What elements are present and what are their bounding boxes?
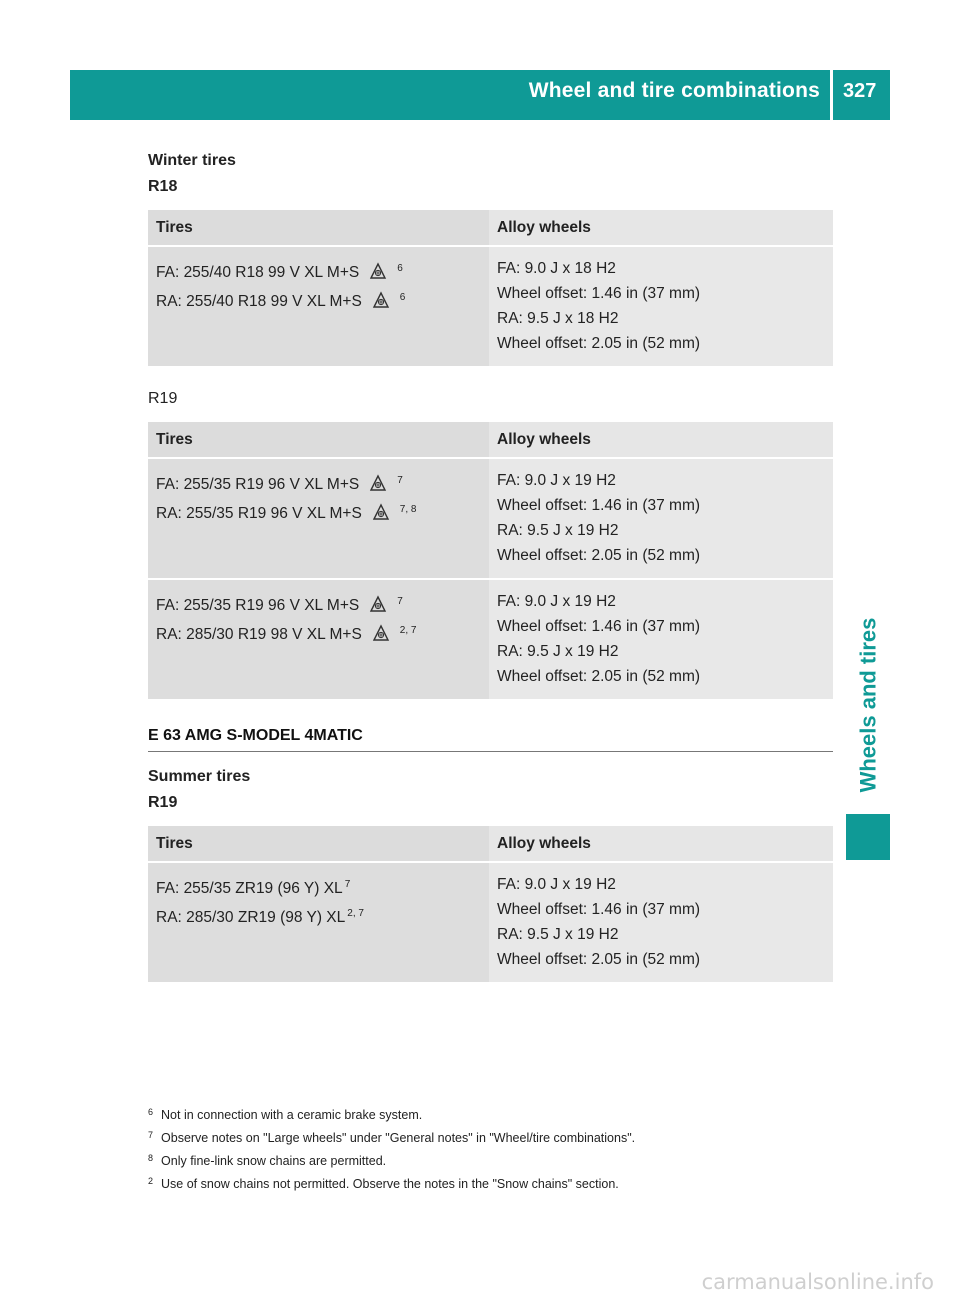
wheel-line: FA: 9.0 J x 19 H2 — [497, 876, 616, 893]
snowflake-mountain-icon — [369, 262, 387, 280]
footnote-ref: 2, 7 — [399, 625, 417, 636]
table-row — [148, 246, 833, 366]
wheel-line: FA: 9.0 J x 18 H2 — [497, 260, 616, 277]
wheel-line: Wheel offset: 1.46 in (37 mm) — [497, 618, 701, 635]
table-row — [148, 579, 833, 699]
tires-cell — [148, 246, 489, 366]
footnote-ref: 6 — [399, 292, 406, 303]
side-tab-label: Wheels and tires — [855, 617, 880, 793]
wheel-line: Wheel offset: 2.05 in (52 mm) — [497, 335, 701, 352]
tires-cell — [148, 458, 489, 579]
wheel-line: Wheel offset: 1.46 in (37 mm) — [497, 285, 701, 302]
column-header-alloy-wheels: Alloy wheels — [489, 826, 833, 862]
header-divider — [830, 70, 833, 120]
page-content — [148, 150, 833, 982]
footnote-number: 7 — [148, 1130, 154, 1140]
r19-heading: R19 — [148, 390, 178, 407]
footnote-ref: 6 — [397, 263, 403, 274]
footnote-text: Use of snow chains not permitted. Observe the notes in the "Snow chains" section. — [161, 1177, 619, 1191]
tire-spec: FA: 255/40 R18 99 V XL M+S — [156, 264, 360, 281]
tires-cell — [148, 579, 489, 699]
footnote — [148, 1125, 838, 1148]
tire-line — [156, 256, 481, 285]
summer-r19-table — [148, 826, 833, 982]
tire-spec: FA: 255/35 ZR19 (96 Y) XL — [156, 880, 343, 897]
r18-heading: R18 — [148, 178, 178, 195]
tire-spec: FA: 255/35 R19 96 V XL M+S — [156, 597, 360, 614]
tire-line — [156, 589, 481, 618]
column-header-alloy-wheels: Alloy wheels — [489, 422, 833, 458]
tire-line — [156, 618, 481, 647]
footnote-number: 2 — [148, 1176, 154, 1186]
winter-tires-heading: Winter tires — [148, 152, 236, 169]
footnotes — [148, 1102, 838, 1194]
footnote-ref: 7 — [397, 596, 403, 607]
wheel-line: Wheel offset: 2.05 in (52 mm) — [497, 547, 701, 564]
chapter-title: Wheel and tire combinations — [528, 79, 820, 102]
snowflake-mountain-icon — [369, 474, 387, 492]
column-header-alloy-wheels: Alloy wheels — [489, 210, 833, 246]
footnote — [148, 1171, 838, 1194]
wheel-line: FA: 9.0 J x 19 H2 — [497, 472, 616, 489]
watermark: carmanualsonline.info — [701, 1270, 934, 1294]
summer-tires-heading: Summer tires — [148, 768, 251, 785]
tires-cell — [148, 862, 489, 982]
column-header-tires: Tires — [148, 826, 489, 862]
alloy-wheels-cell — [489, 579, 833, 699]
snowflake-mountain-icon — [369, 595, 387, 613]
wheel-line: Wheel offset: 2.05 in (52 mm) — [497, 951, 701, 968]
tire-spec: RA: 285/30 ZR19 (98 Y) XL — [156, 909, 346, 926]
tire-line — [156, 872, 481, 901]
footnote — [148, 1148, 838, 1171]
column-header-tires: Tires — [148, 422, 489, 458]
footnote-text: Only fine-link snow chains are permitted. — [161, 1154, 387, 1168]
alloy-wheels-cell — [489, 246, 833, 366]
table-row — [148, 458, 833, 579]
footnote-ref: 2, 7 — [347, 908, 364, 919]
model-section-title: E 63 AMG S-MODEL 4MATIC — [148, 725, 833, 752]
winter-r18-table — [148, 210, 833, 366]
page-number: 327 — [843, 80, 877, 102]
tire-line — [156, 285, 481, 314]
winter-r19-table — [148, 422, 833, 699]
tire-spec: RA: 255/40 R18 99 V XL M+S — [156, 293, 362, 310]
snowflake-mountain-icon — [372, 291, 390, 309]
wheel-line: Wheel offset: 2.05 in (52 mm) — [497, 668, 701, 685]
table-row — [148, 862, 833, 982]
side-tab — [846, 600, 890, 810]
tire-line — [156, 901, 481, 930]
footnote-text: Observe notes on "Large wheels" under "General notes" in "Wheel/tire combinations". — [161, 1131, 636, 1145]
wheel-line: Wheel offset: 1.46 in (37 mm) — [497, 497, 701, 514]
tire-spec: RA: 285/30 R19 98 V XL M+S — [156, 626, 362, 643]
alloy-wheels-cell — [489, 458, 833, 579]
wheel-line: RA: 9.5 J x 18 H2 — [497, 310, 619, 327]
snowflake-mountain-icon — [372, 503, 390, 521]
footnote-number: 6 — [148, 1107, 154, 1117]
footnote-ref: 7 — [397, 475, 403, 486]
wheel-line: FA: 9.0 J x 19 H2 — [497, 593, 616, 610]
footnote-ref: 7 — [344, 879, 351, 890]
footnote-number: 8 — [148, 1153, 154, 1163]
wheel-line: RA: 9.5 J x 19 H2 — [497, 926, 619, 943]
side-tab-marker — [846, 814, 890, 860]
footnote-ref: 7, 8 — [399, 504, 417, 515]
column-header-tires: Tires — [148, 210, 489, 246]
snowflake-mountain-icon — [372, 624, 390, 642]
page-header — [70, 70, 890, 120]
tire-spec: FA: 255/35 R19 96 V XL M+S — [156, 476, 360, 493]
tire-spec: RA: 255/35 R19 96 V XL M+S — [156, 505, 362, 522]
tire-line — [156, 468, 481, 497]
wheel-line: Wheel offset: 1.46 in (37 mm) — [497, 901, 701, 918]
tire-line — [156, 497, 481, 526]
wheel-line: RA: 9.5 J x 19 H2 — [497, 643, 619, 660]
alloy-wheels-cell — [489, 862, 833, 982]
footnote-text: Not in connection with a ceramic brake system. — [161, 1108, 423, 1122]
footnote — [148, 1102, 838, 1125]
wheel-line: RA: 9.5 J x 19 H2 — [497, 522, 619, 539]
r19-summer-heading: R19 — [148, 794, 178, 811]
